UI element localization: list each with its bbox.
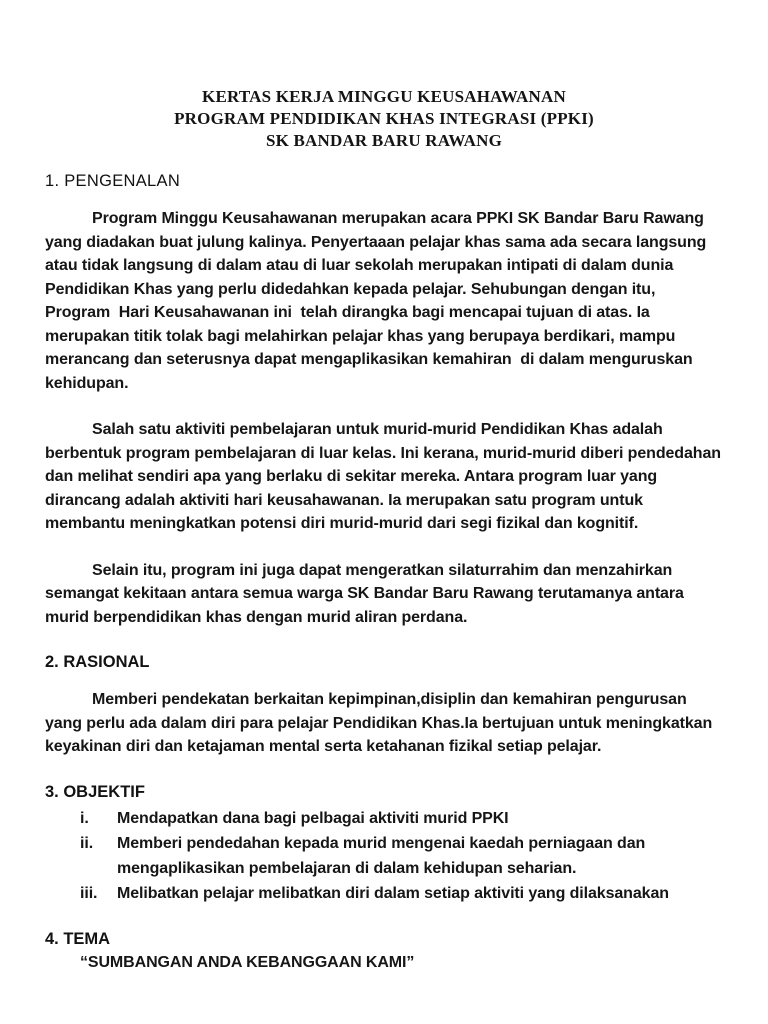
heading-objektif: 3. OBJEKTIF	[45, 782, 145, 801]
heading-tema: 4. TEMA	[45, 929, 111, 948]
objective-item-3	[45, 881, 723, 906]
objective-item-1	[45, 806, 723, 831]
pengenalan-paragraph-1: Program Minggu Keusahawanan merupakan acara PPKI SK Bandar Baru Rawang yang diadakan buat julung kalinya. Penyertaaan pelajar khas sama ada secara langsung atau tidak langsung di dalam atau di luar sekolah merupakan intipati di dalam dunia Pendidikan Khas yang perlu didedahkan kepada pelajar. Sehubungan dengan itu, Program Hari Keusahawanan ini telah dirangka bagi mencapai tujuan di atas. Ia merupakan titik tolak bagi melahirkan pelajar khas yang berupaya berdikari, mampu merancang dan seterusnya dapat mengaplikasikan kemahiran di dalam menguruskan kehidupan.	[45, 210, 711, 392]
title-line-2: PROGRAM PENDIDIKAN KHAS INTEGRASI (PPKI)	[174, 109, 594, 128]
pengenalan-paragraph-3: Selain itu, program ini juga dapat mengeratkan silaturrahim dan menzahirkan semangat kekitaan antara semua warga SK Bandar Baru Rawang terutamanya antara murid berpendidikan khas dengan murid aliran perdana.	[45, 561, 689, 626]
objective-text-3: Melibatkan pelajar melibatkan diri dalam setiap aktiviti yang dilaksanakan	[117, 884, 669, 902]
objective-item-2	[45, 831, 723, 881]
objective-text-1: Mendapatkan dana bagi pelbagai aktiviti murid PPKI	[117, 809, 509, 827]
objective-marker-3: iii.	[80, 884, 98, 902]
objective-list	[45, 806, 723, 906]
heading-pengenalan: 1. PENGENALAN	[45, 172, 181, 190]
document-title	[45, 86, 723, 152]
objective-text-2: Memberi pendedahan kepada murid mengenai kaedah perniagaan dan mengaplikasikan pembelajaran di dalam kehidupan seharian.	[117, 834, 646, 877]
title-line-1: KERTAS KERJA MINGGU KEUSAHAWANAN	[202, 87, 566, 106]
pengenalan-paragraph-2: Salah satu aktiviti pembelajaran untuk murid-murid Pendidikan Khas adalah berbentuk program pembelajaran di luar kelas. Ini kerana, murid-murid diberi pendedahan dan melihat sendiri apa yang berlaku di sekitar mereka. Antara program luar yang dirancang adalah aktiviti hari keusahawanan. Ia merupakan satu program untuk membantu meningkatkan potensi diri murid-murid dari segi fizikal dan kognitif.	[45, 421, 726, 532]
heading-rasional: 2. RASIONAL	[45, 653, 150, 671]
title-line-3: SK BANDAR BARU RAWANG	[265, 131, 503, 150]
objective-marker-2: ii.	[80, 834, 94, 852]
objective-marker-1: i.	[80, 809, 89, 827]
rasional-paragraph: Memberi pendekatan berkaitan kepimpinan,disiplin dan kemahiran pengurusan yang perlu ada dalam diri para pelajar Pendidikan Khas.Ia bertujuan untuk meningkatkan keyakinan diri dan ketajaman mental serta ketahanan fizikal setiap pelajar.	[45, 691, 717, 755]
tema-quote: “SUMBANGAN ANDA KEBANGGAAN KAMI”	[80, 953, 415, 971]
